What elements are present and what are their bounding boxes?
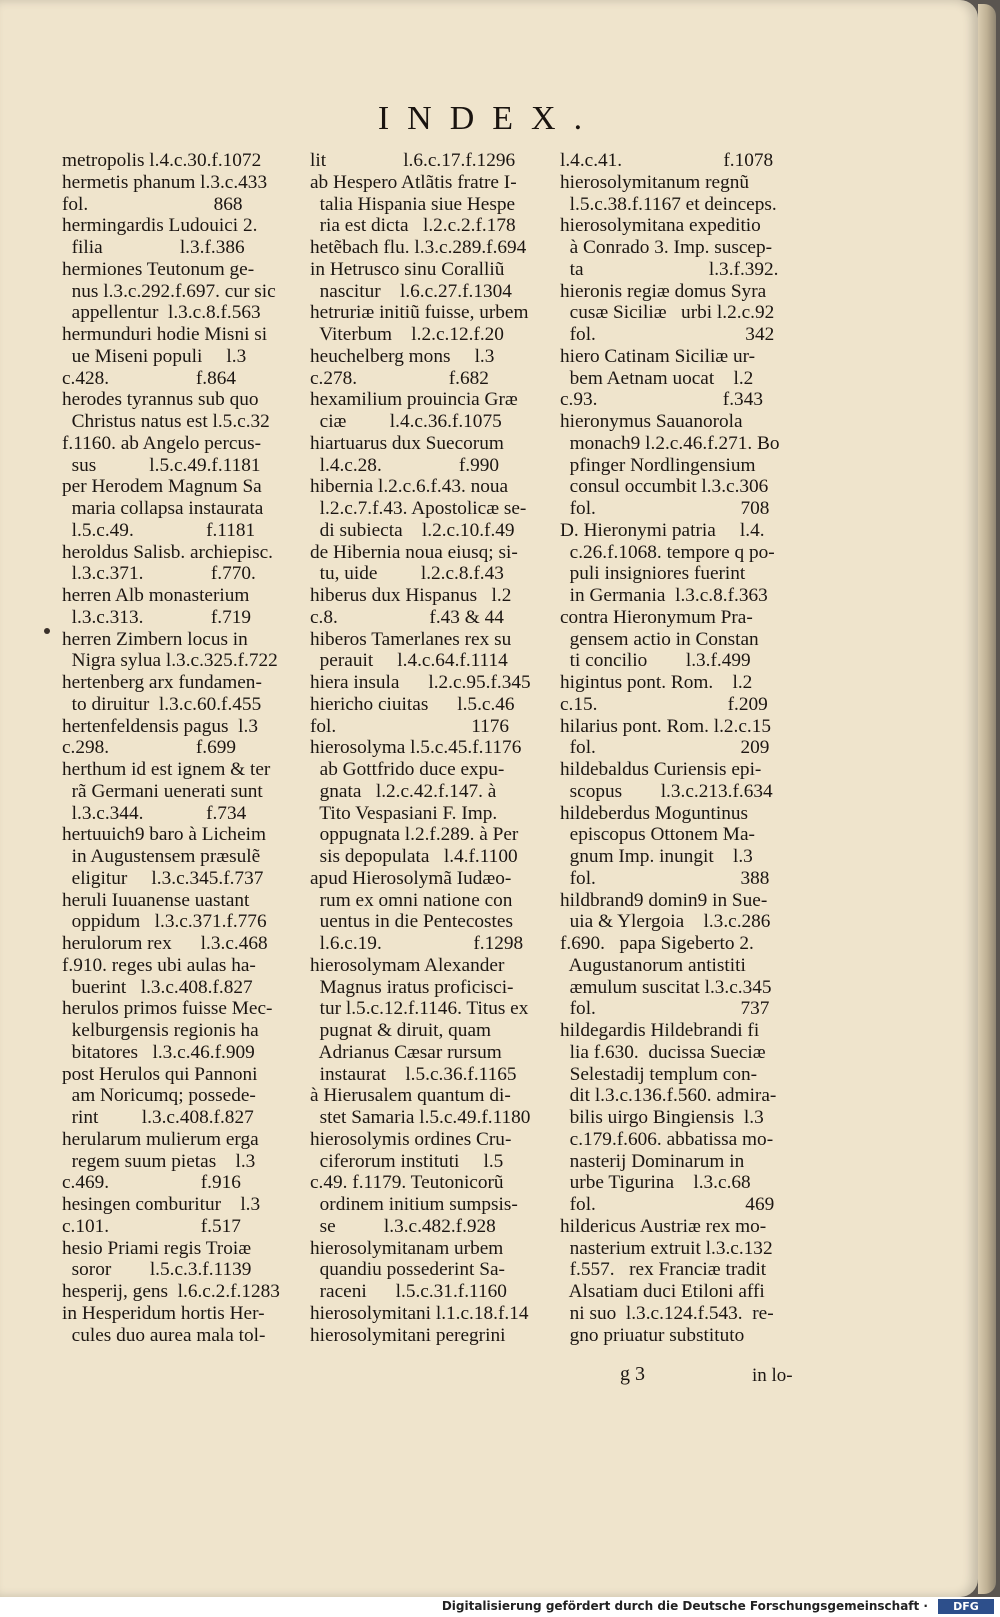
index-line: ue Miseni populi l.3 <box>62 345 247 367</box>
index-line: ciæ l.4.c.36.f.1075 <box>310 411 502 432</box>
index-line: ab Hespero Atlãtis fratre I- <box>310 171 517 193</box>
index-line: rint l.3.c.408.f.827 <box>62 1107 254 1128</box>
index-line: higintus pont. Rom. l.2 <box>560 672 753 693</box>
index-line: hierosolymitani l.1.c.18.f.14 <box>310 1302 529 1324</box>
index-line: herularum mulierum erga <box>62 1128 259 1150</box>
index-line: ni suo l.3.c.124.f.543. re- <box>560 1302 774 1324</box>
index-line: nus l.3.c.292.f.697. cur sic <box>62 280 276 302</box>
index-line: c.469. f.916 <box>62 1172 241 1194</box>
index-line: hildericus Austriæ rex mo- <box>560 1215 767 1237</box>
index-line: hertenfeldensis pagus l.3 <box>62 715 258 737</box>
index-line: in Germania l.3.c.8.f.363 <box>560 585 768 606</box>
catchword: in lo- <box>752 1365 793 1386</box>
index-line: hiberos Tamerlanes rex su <box>310 628 512 650</box>
index-line: am Noricumq; possede- <box>62 1085 256 1107</box>
index-line: appellentur l.3.c.8.f.563 <box>62 302 261 324</box>
index-line: D. Hieronymi patria l.4. <box>560 519 765 541</box>
index-line: pfinger Nordlingensium <box>560 454 756 476</box>
index-line: Magnus iratus proficisci- <box>310 976 514 998</box>
index-line: cusæ Siciliæ urbi l.2.c.92 <box>560 302 775 324</box>
index-line: f.910. reges ubi aulas ha- <box>62 954 256 976</box>
index-line: de Hibernia noua eiusq; si- <box>310 541 518 563</box>
index-line: bilis uirgo Bingiensis l.3 <box>560 1107 764 1128</box>
index-line: sis depopulata l.4.f.1100 <box>310 846 518 867</box>
index-line: per Herodem Magnum Sa <box>62 476 262 498</box>
index-column-3 <box>560 150 803 1346</box>
dfg-logo: DFG <box>938 1599 994 1614</box>
index-line: l.5.c.49. f.1181 <box>62 519 256 541</box>
index-line: uia & Ylergoia l.3.c.286 <box>560 911 771 933</box>
index-line: Adrianus Cæsar rursum <box>310 1041 502 1063</box>
index-line: à Hierusalem quantum di- <box>310 1085 511 1107</box>
index-line: monach9 l.2.c.46.f.271. Bo <box>560 432 780 454</box>
index-line: ta l.3.f.392. <box>560 258 779 280</box>
index-line: quandiu possederint Sa- <box>310 1259 505 1281</box>
index-line: hertuuich9 baro à Licheim <box>62 824 266 846</box>
index-line: raceni l.5.c.31.f.1160 <box>310 1281 507 1302</box>
index-line: l.3.c.344. f.734 <box>62 802 247 824</box>
index-line: Selestadij templum con- <box>560 1063 758 1085</box>
index-line: f.690. papa Sigeberto 2. <box>560 933 754 954</box>
index-line: rum ex omni natione con <box>310 889 513 911</box>
index-line: hiartuarus dux Suecorum <box>310 432 504 454</box>
index-line: Christus natus est l.5.c.32 <box>62 411 270 432</box>
index-column-1 <box>62 150 302 1346</box>
index-line: instaurat l.5.c.36.f.1165 <box>310 1063 517 1085</box>
index-line: nasterium extruit l.3.c.132 <box>560 1237 773 1259</box>
index-line: nasterij Dominarum in <box>560 1150 745 1172</box>
index-line: c.278. f.682 <box>310 367 489 389</box>
index-line: c.8. f.43 & 44 <box>310 606 504 628</box>
index-line: fol. 209 <box>560 737 770 759</box>
index-line: hierosolymam Alexander <box>310 954 505 976</box>
index-line: gnata l.2.c.42.f.147. à <box>310 780 497 802</box>
index-line: heroldus Salisb. archiepisc. <box>62 541 273 563</box>
index-line: fol. 388 <box>560 867 770 889</box>
index-line: hermunduri hodie Misni si <box>62 324 268 345</box>
index-line: gnum Imp. inungit l.3 <box>560 846 753 867</box>
page-edge <box>978 4 996 1594</box>
index-line: hieronymus Sauanorola <box>560 411 743 432</box>
index-line: hesingen comburitur l.3 <box>62 1194 261 1215</box>
index-line: episcopus Ottonem Ma- <box>560 824 755 846</box>
index-line: hetruriæ initiũ fuisse, urbem <box>310 302 529 324</box>
index-line: fol. 868 <box>62 193 243 215</box>
index-line: soror l.5.c.3.f.1139 <box>62 1259 252 1281</box>
index-line: metropolis l.4.c.30.f.1072 <box>62 150 262 171</box>
index-line: hildbrand9 domin9 in Sue- <box>560 889 768 911</box>
ink-mark <box>44 628 50 634</box>
index-line: fol. 737 <box>560 998 770 1020</box>
index-line: c.26.f.1068. tempore q po- <box>560 541 775 563</box>
index-line: scopus l.3.c.213.f.634 <box>560 780 773 802</box>
index-line: æmulum suscitat l.3.c.345 <box>560 976 772 998</box>
index-column-2 <box>310 150 550 1346</box>
index-line: f.557. rex Franciæ tradit <box>560 1259 767 1281</box>
index-line: hildebaldus Curiensis epi- <box>560 759 762 780</box>
index-line: herodes tyrannus sub quo <box>62 389 259 411</box>
index-line: Viterbum l.2.c.12.f.20 <box>310 324 504 345</box>
index-line: urbe Tigurina l.3.c.68 <box>560 1172 751 1194</box>
index-line: hierosolyma l.5.c.45.f.1176 <box>310 737 522 759</box>
index-line: l.5.c.38.f.1167 et deinceps. <box>560 193 777 215</box>
index-line: l.4.c.41. f.1078 <box>560 150 774 171</box>
index-line: heuchelberg mons l.3 <box>310 345 495 367</box>
index-line: fol. 342 <box>560 324 775 345</box>
index-line: c.15. f.209 <box>560 693 768 715</box>
index-line: hierosolymitana expeditio <box>560 215 761 237</box>
index-line: hexamilium prouincia Græ <box>310 389 518 411</box>
index-line: in Hetrusco sinu Coralliũ <box>310 258 505 280</box>
index-line: lit l.6.c.17.f.1296 <box>310 150 516 171</box>
index-line: tur l.5.c.12.f.1146. Titus ex <box>310 998 529 1020</box>
index-line: maria collapsa instaurata <box>62 498 264 519</box>
index-line: c.101. f.517 <box>62 1215 241 1237</box>
index-line: tu, uide l.2.c.8.f.43 <box>310 563 504 585</box>
index-line: hibernia l.2.c.6.f.43. noua <box>310 476 509 498</box>
index-line: to diruitur l.3.c.60.f.455 <box>62 693 262 715</box>
index-line: hesperij, gens l.6.c.2.f.1283 <box>62 1281 280 1302</box>
index-line: c.298. f.699 <box>62 737 237 759</box>
index-line: herren Alb monasterium <box>62 585 250 606</box>
index-line: hilarius pont. Rom. l.2.c.15 <box>560 715 772 737</box>
index-line: herren Zimbern locus in <box>62 628 248 650</box>
index-line: filia l.3.f.386 <box>62 237 245 258</box>
index-line: gno priuatur substituto <box>560 1324 745 1346</box>
index-line: hierosolymitanam urbem <box>310 1237 504 1259</box>
index-line: consul occumbit l.3.c.306 <box>560 476 769 498</box>
index-line: hildeberdus Moguntinus <box>560 802 748 824</box>
index-line: ti concilio l.3.f.499 <box>560 650 751 672</box>
index-line: hertenberg arx fundamen- <box>62 672 262 693</box>
index-line: l.3.c.313. f.719 <box>62 606 252 628</box>
index-line: hierosolymis ordines Cru- <box>310 1128 512 1150</box>
index-line: talia Hispania siue Hespe <box>310 193 516 215</box>
index-line: uentus in die Pentecostes <box>310 911 513 933</box>
index-line: gensem actio in Constan <box>560 628 759 650</box>
index-line: à Conrado 3. Imp. suscep- <box>560 237 773 258</box>
index-line: in Augustensem præsulẽ <box>62 846 261 867</box>
index-line: nascitur l.6.c.27.f.1304 <box>310 280 512 302</box>
index-line: bitatores l.3.c.46.f.909 <box>62 1041 255 1063</box>
index-line: bem Aetnam uocat l.2 <box>560 367 754 389</box>
signature-mark: g 3 <box>620 1363 645 1385</box>
index-line: pugnat & diruit, quam <box>310 1020 492 1041</box>
index-line: ria est dicta l.2.c.2.f.178 <box>310 215 516 237</box>
index-line: dit l.3.c.136.f.560. admira- <box>560 1085 777 1107</box>
index-line: ciferorum instituti l.5 <box>310 1150 504 1172</box>
index-line: in Hesperidum hortis Her- <box>62 1302 265 1324</box>
index-line: hiero Catinam Siciliæ ur- <box>560 345 756 367</box>
index-line: fol. 469 <box>560 1194 775 1215</box>
index-line: se l.3.c.482.f.928 <box>310 1215 496 1237</box>
index-line: hierosolymitanum regnũ <box>560 171 750 193</box>
footer-credit: Digitalisierung gefördert durch die Deutsche Forschungsgemeinschaft · <box>441 1599 928 1613</box>
index-line: apud Hierosolymã Iudæo- <box>310 867 512 889</box>
index-line: ordinem initium sumpsis- <box>310 1194 518 1215</box>
index-line: regem suum pietas l.3 <box>62 1150 256 1172</box>
index-line: cules duo aurea mala tol- <box>62 1324 266 1346</box>
index-line: heruli Iuuanense uastant <box>62 889 250 911</box>
index-line: ab Gottfrido duce expu- <box>310 759 505 780</box>
index-line: fol. 708 <box>560 498 770 519</box>
index-line: puli insigniores fuerint <box>560 563 746 585</box>
index-line: Nigra sylua l.3.c.325.f.722 <box>62 650 278 672</box>
index-line: hiericho ciuitas l.5.c.46 <box>310 693 515 715</box>
index-line: l.3.c.371. f.770. <box>62 563 256 585</box>
index-line: di subiecta l.2.c.10.f.49 <box>310 519 515 541</box>
index-line: hieronis regiæ domus Syra <box>560 280 767 302</box>
index-line: f.1160. ab Angelo percus- <box>62 432 262 454</box>
index-line: l.2.c.7.f.43. Apostolicæ se- <box>310 498 527 519</box>
index-line: kelburgensis regionis ha <box>62 1020 259 1041</box>
index-line: perauit l.4.c.64.f.1114 <box>310 650 508 672</box>
index-line: Tito Vespasiani F. Imp. <box>310 802 498 824</box>
index-line: c.93. f.343 <box>560 389 763 411</box>
index-line: oppugnata l.2.f.289. à Per <box>310 824 519 846</box>
index-line: l.6.c.19. f.1298 <box>310 933 524 954</box>
index-line: c.179.f.606. abbatissa mo- <box>560 1128 774 1150</box>
index-line: rã Germani uenerati sunt <box>62 780 263 802</box>
index-line: post Herulos qui Pannoni <box>62 1063 258 1085</box>
index-line: contra Hieronymum Pra- <box>560 606 753 628</box>
index-line: herulorum rex l.3.c.468 <box>62 933 268 954</box>
index-line: c.428. f.864 <box>62 367 237 389</box>
index-line: hesio Priami regis Troiæ <box>62 1237 252 1259</box>
index-line: hermetis phanum l.3.c.433 <box>62 171 268 193</box>
index-line: lia f.630. ducissa Sueciæ <box>560 1041 766 1063</box>
footer-bar <box>0 1597 1000 1617</box>
page-header: INDEX. <box>377 100 601 137</box>
index-line: hildegardis Hildebrandi fi <box>560 1020 760 1041</box>
index-line: l.4.c.28. f.990 <box>310 454 500 476</box>
index-line: oppidum l.3.c.371.f.776 <box>62 911 267 933</box>
index-line: hermingardis Ludouici 2. <box>62 215 258 237</box>
index-line: fol. 1176 <box>310 715 510 737</box>
index-line: herulos primos fuisse Mec- <box>62 998 273 1020</box>
index-line: sus l.5.c.49.f.1181 <box>62 454 261 476</box>
index-line: herthum id est ignem & ter <box>62 759 271 780</box>
index-line: Augustanorum antistiti <box>560 954 746 976</box>
index-line: stet Samaria l.5.c.49.f.1180 <box>310 1107 531 1128</box>
index-line: hetẽbach flu. l.3.c.289.f.694 <box>310 237 527 258</box>
index-line: hiberus dux Hispanus l.2 <box>310 585 512 606</box>
index-line: hierosolymitani peregrini <box>310 1324 506 1346</box>
index-line: buerint l.3.c.408.f.827 <box>62 976 253 998</box>
index-line: eligitur l.3.c.345.f.737 <box>62 867 264 889</box>
index-line: c.49. f.1179. Teutonicorũ <box>310 1172 504 1194</box>
index-line: Alsatiam duci Etiloni affi <box>560 1281 765 1302</box>
index-line: hermiones Teutonum ge- <box>62 258 255 280</box>
index-line: hiera insula l.2.c.95.f.345 <box>310 672 531 693</box>
